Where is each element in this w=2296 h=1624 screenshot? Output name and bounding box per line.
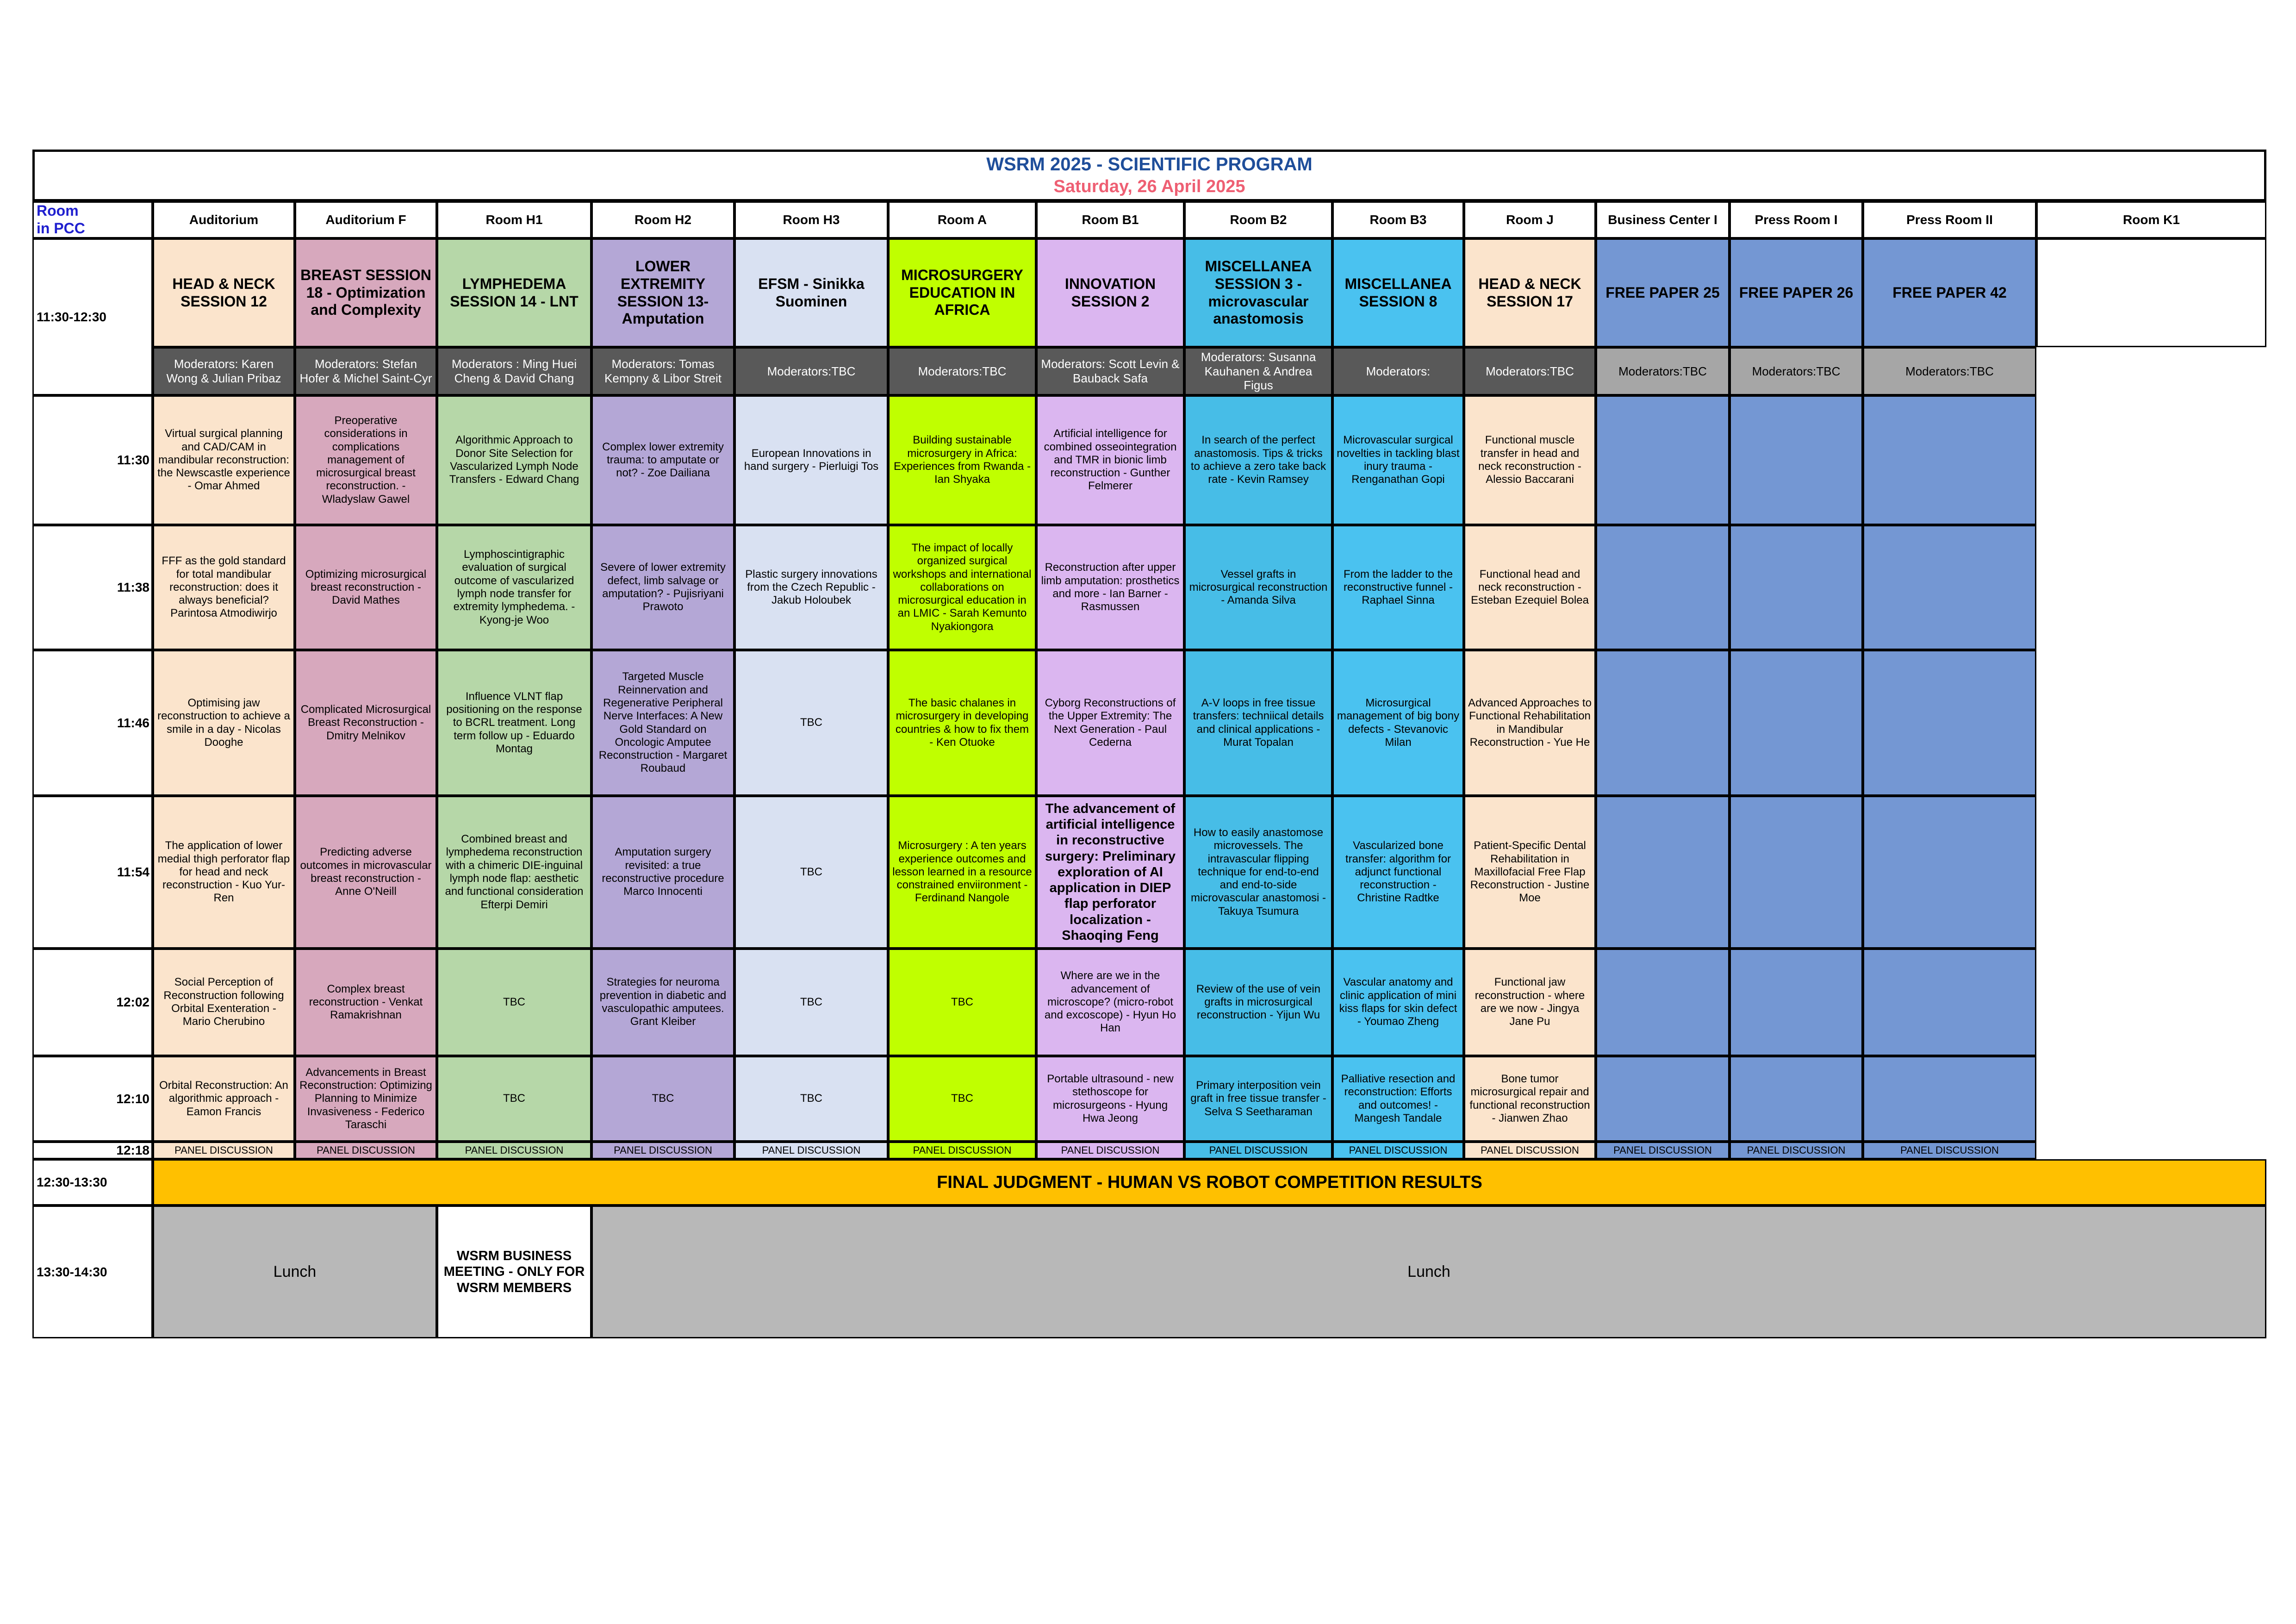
talk: Microvascular surgical novelties in tackling blast inury trauma - Renganathan Gopi (1332, 395, 1464, 525)
free-paper-slot (1730, 1056, 1863, 1142)
room-header: Press Room II (1863, 201, 2036, 238)
room-header: Auditorium (153, 201, 295, 238)
talk: Optimizing microsurgical breast reconstruction - David Mathes (295, 525, 437, 650)
talk: Lymphoscintigraphic evaluation of surgical outcome of vascularized lymph node transfer for extremity lymphedema. - Kyong-je Woo (437, 525, 591, 650)
talk: TBC (734, 796, 888, 949)
free-paper-slot (1863, 796, 2036, 949)
room-header: Room H1 (437, 201, 591, 238)
slot-time: 12:02 (32, 949, 153, 1056)
moderators: Moderators: Karen Wong & Julian Pribaz (153, 347, 295, 395)
moderators: Moderators: Tomas Kempny & Libor Streit (591, 347, 734, 395)
room-header: Press Room I (1730, 201, 1863, 238)
panel-discussion: PANEL DISCUSSION (1184, 1142, 1332, 1159)
title-box (32, 150, 2266, 201)
talk: Severe of lower extremity defect, limb salvage or amputation? - Pujisriyani Prawoto (591, 525, 734, 650)
talk: Microsurgery : A ten years experience outcomes and lesson learned in a resource constrained enviironment - Ferdinand Nangole (888, 796, 1036, 949)
session-title: BREAST SESSION 18 - Optimization and Complexity (295, 238, 437, 347)
session-title: MISCELLANEA SESSION 3 - microvascular anastomosis (1184, 238, 1332, 347)
moderators: Moderators: Scott Levin & Bauback Safa (1036, 347, 1184, 395)
final-time: 12:30-13:30 (32, 1159, 153, 1206)
session-title: INNOVATION SESSION 2 (1036, 238, 1184, 347)
talk: Complex lower extremity trauma: to amputate or not? - Zoe Dailiana (591, 395, 734, 525)
free-paper-slot (1863, 395, 2036, 525)
room-header: Room B3 (1332, 201, 1464, 238)
talk: TBC (888, 1056, 1036, 1142)
slot-time: 12:10 (32, 1056, 153, 1142)
talk: TBC (734, 650, 888, 796)
talk: Functional head and neck reconstruction - Esteban Ezequiel Bolea (1464, 525, 1596, 650)
session-time: 11:30-12:30 (32, 238, 153, 395)
panel-discussion: PANEL DISCUSSION (1464, 1142, 1596, 1159)
panel-time: 12:18 (32, 1142, 153, 1159)
free-paper-slot (1596, 395, 1730, 525)
panel-discussion: PANEL DISCUSSION (153, 1142, 295, 1159)
moderators: Moderators:TBC (734, 347, 888, 395)
talk: How to easily anastomose microvessels. The intravascular flipping technique for end-to-end and end-to-side microvascular anastomosi - Takuya Tsumura (1184, 796, 1332, 949)
talk: Review of the use of vein grafts in microsurgical reconstruction - Yijun Wu (1184, 949, 1332, 1056)
program-date: Saturday, 26 April 2025 (1053, 177, 1245, 197)
room-header: Room H3 (734, 201, 888, 238)
panel-discussion: PANEL DISCUSSION (888, 1142, 1036, 1159)
talk: The advancement of artificial intelligence in reconstructive surgery: Preliminary exploration of AI application in DIEP flap perforator localization - Shaoqing Feng (1036, 796, 1184, 949)
talk: Reconstruction after upper limb amputation: prosthetics and more - Ian Barner - Rasmussen (1036, 525, 1184, 650)
moderators: Moderators:TBC (1596, 347, 1730, 395)
talk: Cyborg Reconstructions of the Upper Extremity: The Next Generation - Paul Cederna (1036, 650, 1184, 796)
slot-time: 11:54 (32, 796, 153, 949)
talk: Functional muscle transfer in head and neck reconstruction - Alessio Baccarani (1464, 395, 1596, 525)
moderators: Moderators: Susanna Kauhanen & Andrea Figus (1184, 347, 1332, 395)
talk: Influence VLNT flap positioning on the response to BCRL treatment. Long term follow up - Eduardo Montag (437, 650, 591, 796)
talk: The impact of locally organized surgical workshops and international collaborations on microsurgical education in an LMIC - Sarah Kemunto Nyakiongora (888, 525, 1036, 650)
talk: Where are we in the advancement of microscope? (micro-robot and excoscope) - Hyun Ho Han (1036, 949, 1184, 1056)
talk: Artificial intelligence for combined osseointegration and TMR in bionic limb reconstruction - Gunther Felmerer (1036, 395, 1184, 525)
talk: The basic chalanes in microsurgery in developing countries & how to fix them - Ken Otuoke (888, 650, 1036, 796)
talk: TBC (734, 1056, 888, 1142)
final-judgment-banner: FINAL JUDGMENT - HUMAN VS ROBOT COMPETITION RESULTS (153, 1159, 2266, 1206)
lunch-block: Lunch (591, 1206, 2266, 1338)
slot-time: 11:38 (32, 525, 153, 650)
panel-discussion: PANEL DISCUSSION (1730, 1142, 1863, 1159)
talk: TBC (437, 1056, 591, 1142)
free-paper-slot (1596, 1056, 1730, 1142)
talk: Palliative resection and reconstruction: Efforts and outcomes! - Mangesh Tandale (1332, 1056, 1464, 1142)
talk: In search of the perfect anastomosis. Tips & tricks to achieve a zero take back rate - Kevin Ramsey (1184, 395, 1332, 525)
session-title: EFSM - Sinikka Suominen (734, 238, 888, 347)
talk: European Innovations in hand surgery - Pierluigi Tos (734, 395, 888, 525)
empty-cell (2036, 238, 2266, 347)
free-paper-slot (1863, 650, 2036, 796)
room-header: Room K1 (2036, 201, 2266, 238)
free-paper-slot (1596, 796, 1730, 949)
slot-time: 11:30 (32, 395, 153, 525)
session-title: LOWER EXTREMITY SESSION 13- Amputation (591, 238, 734, 347)
talk: Strategies for neuroma prevention in diabetic and vasculopathic amputees. Grant Kleiber (591, 949, 734, 1056)
talk: Plastic surgery innovations from the Czech Republic - Jakub Holoubek (734, 525, 888, 650)
lunch-time: 13:30-14:30 (32, 1206, 153, 1338)
free-paper-slot (1596, 650, 1730, 796)
free-paper-slot (1730, 949, 1863, 1056)
session-title: FREE PAPER 25 (1596, 238, 1730, 347)
slot-time: 11:46 (32, 650, 153, 796)
moderators: Moderators:TBC (888, 347, 1036, 395)
session-title: FREE PAPER 26 (1730, 238, 1863, 347)
talk: Patient-Specific Dental Rehabilitation in Maxillofacial Free Flap Reconstruction - Justine Moe (1464, 796, 1596, 949)
talk: Advancements in Breast Reconstruction: Optimizing Planning to Minimize Invasiveness - Federico Taraschi (295, 1056, 437, 1142)
talk: Targeted Muscle Reinnervation and Regenerative Peripheral Nerve Interfaces: A New Gold Standard on Oncologic Amputee Reconstruction - Margaret Roubaud (591, 650, 734, 796)
talk: TBC (591, 1056, 734, 1142)
room-column-label: Room in PCC (32, 201, 153, 238)
talk: Social Perception of Reconstruction following Orbital Exenteration - Mario Cherubino (153, 949, 295, 1056)
moderators: Moderators : Ming Huei Cheng & David Chang (437, 347, 591, 395)
moderators: Moderators: Stefan Hofer & Michel Saint-Cyr (295, 347, 437, 395)
panel-discussion: PANEL DISCUSSION (1596, 1142, 1730, 1159)
moderators: Moderators:TBC (1730, 347, 1863, 395)
talk: Primary interposition vein graft in free tissue transfer - Selva S Seetharaman (1184, 1056, 1332, 1142)
free-paper-slot (1596, 949, 1730, 1056)
talk: Orbital Reconstruction: An algorithmic approach - Eamon Francis (153, 1056, 295, 1142)
session-title: LYMPHEDEMA SESSION 14 - LNT (437, 238, 591, 347)
talk: From the ladder to the reconstructive funnel - Raphael Sinna (1332, 525, 1464, 650)
moderators: Moderators: (1332, 347, 1464, 395)
session-title: HEAD & NECK SESSION 12 (153, 238, 295, 347)
moderators: Moderators:TBC (1464, 347, 1596, 395)
panel-discussion: PANEL DISCUSSION (734, 1142, 888, 1159)
page-title: WSRM 2025 - SCIENTIFIC PROGRAM (986, 154, 1313, 175)
talk: A-V loops in free tissue transfers: techniical details and clinical applications - Murat Topalan (1184, 650, 1332, 796)
talk: Optimising jaw reconstruction to achieve a smile in a day - Nicolas Dooghe (153, 650, 295, 796)
talk: TBC (437, 949, 591, 1056)
talk: Amputation surgery revisited: a true reconstructive procedure Marco Innocenti (591, 796, 734, 949)
talk: Bone tumor microsurgical repair and functional reconstruction - Jianwen Zhao (1464, 1056, 1596, 1142)
free-paper-slot (1596, 525, 1730, 650)
talk: TBC (888, 949, 1036, 1056)
session-title: MISCELLANEA SESSION 8 (1332, 238, 1464, 347)
talk: The application of lower medial thigh perforator flap for head and neck reconstruction - Kuo Yur-Ren (153, 796, 295, 949)
panel-discussion: PANEL DISCUSSION (295, 1142, 437, 1159)
free-paper-slot (1730, 650, 1863, 796)
talk: Complicated Microsurgical Breast Reconstruction - Dmitry Melnikov (295, 650, 437, 796)
talk: Virtual surgical planning and CAD/CAM in mandibular reconstruction: the Newscastle experience - Omar Ahmed (153, 395, 295, 525)
talk: Vascular anatomy and clinic application of mini kiss flaps for skin defect - Youmao Zheng (1332, 949, 1464, 1056)
room-header: Room H2 (591, 201, 734, 238)
free-paper-slot (1730, 525, 1863, 650)
talk: Predicting adverse outcomes in microvascular breast reconstruction - Anne O'Neill (295, 796, 437, 949)
room-header: Room J (1464, 201, 1596, 238)
talk: Complex breast reconstruction - Venkat Ramakrishnan (295, 949, 437, 1056)
talk: Microsurgical management of big bony defects - Stevanovic Milan (1332, 650, 1464, 796)
room-header: Room A (888, 201, 1036, 238)
program-sheet (32, 150, 2266, 1341)
business-meeting: WSRM BUSINESS MEETING - ONLY FOR WSRM MEMBERS (437, 1206, 591, 1338)
talk: Vascularized bone transfer: algorithm for adjunct functional reconstruction - Christine Radtke (1332, 796, 1464, 949)
talk: TBC (734, 949, 888, 1056)
talk: FFF as the gold standard for total mandibular reconstruction: does it always beneficial? Parintosa Atmodiwirjo (153, 525, 295, 650)
talk: Combined breast and lymphedema reconstruction with a chimeric DIE-inguinal lymph node flap: aesthetic and functional consideration Efterpi Demiri (437, 796, 591, 949)
session-title: FREE PAPER 42 (1863, 238, 2036, 347)
panel-discussion: PANEL DISCUSSION (1332, 1142, 1464, 1159)
free-paper-slot (1863, 1056, 2036, 1142)
panel-discussion: PANEL DISCUSSION (1036, 1142, 1184, 1159)
talk: Functional jaw reconstruction - where are we now - Jingya Jane Pu (1464, 949, 1596, 1056)
room-header: Business Center I (1596, 201, 1730, 238)
talk: Building sustainable microsurgery in Africa: Experiences from Rwanda - Ian Shyaka (888, 395, 1036, 525)
session-title: HEAD & NECK SESSION 17 (1464, 238, 1596, 347)
talk: Algorithmic Approach to Donor Site Selection for Vascularized Lymph Node Transfers - Edward Chang (437, 395, 591, 525)
talk: Portable ultrasound - new stethoscope for microsurgeons - Hyung Hwa Jeong (1036, 1056, 1184, 1142)
free-paper-slot (1730, 796, 1863, 949)
free-paper-slot (1863, 525, 2036, 650)
talk: Preoperative considerations in complications management of microsurgical breast reconstruction. - Wladyslaw Gawel (295, 395, 437, 525)
free-paper-slot (1730, 395, 1863, 525)
room-header: Auditorium F (295, 201, 437, 238)
talk: Vessel grafts in microsurgical reconstruction - Amanda Silva (1184, 525, 1332, 650)
free-paper-slot (1863, 949, 2036, 1056)
room-header: Room B1 (1036, 201, 1184, 238)
talk: Advanced Approaches to Functional Rehabilitation in Mandibular Reconstruction - Yue He (1464, 650, 1596, 796)
panel-discussion: PANEL DISCUSSION (437, 1142, 591, 1159)
lunch-block: Lunch (153, 1206, 437, 1338)
session-title: MICROSURGERY EDUCATION IN AFRICA (888, 238, 1036, 347)
panel-discussion: PANEL DISCUSSION (1863, 1142, 2036, 1159)
room-header: Room B2 (1184, 201, 1332, 238)
moderators: Moderators:TBC (1863, 347, 2036, 395)
panel-discussion: PANEL DISCUSSION (591, 1142, 734, 1159)
